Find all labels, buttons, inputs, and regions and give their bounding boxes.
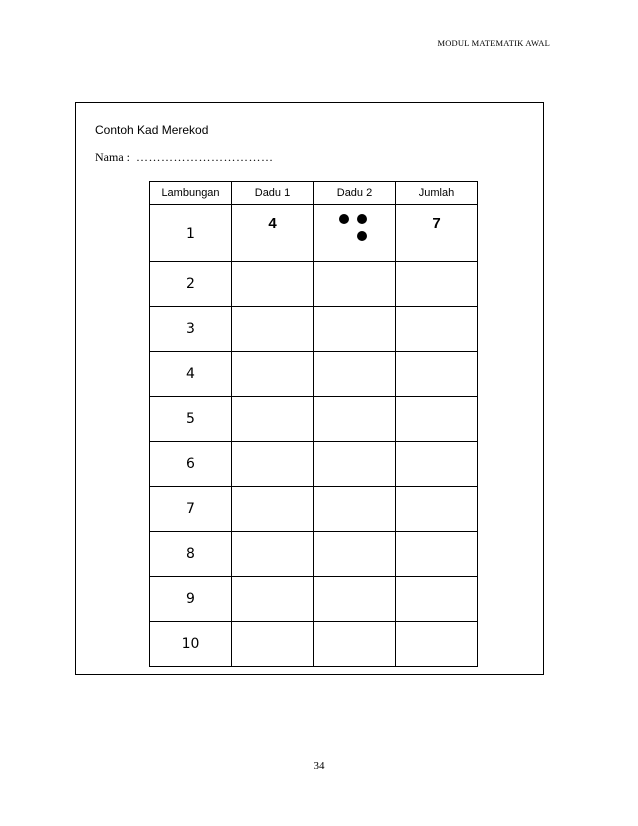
- throw-number: 1: [150, 205, 232, 262]
- page-header: MODUL MATEMATIK AWAL: [437, 38, 550, 48]
- dice-1-cell[interactable]: [232, 532, 314, 577]
- dice-1-cell[interactable]: [232, 622, 314, 667]
- header-dadu-2: Dadu 2: [314, 182, 396, 205]
- table-row: [150, 307, 478, 352]
- pip: [339, 214, 349, 224]
- dice-2-cell[interactable]: [314, 577, 396, 622]
- pip: [357, 231, 367, 241]
- throw-number: 8: [150, 532, 232, 577]
- throw-number: 3: [150, 307, 232, 352]
- dice-2-cell[interactable]: [314, 397, 396, 442]
- table-row: [150, 442, 478, 487]
- dice-2-cell[interactable]: [314, 532, 396, 577]
- dice-2-cell[interactable]: [314, 622, 396, 667]
- name-label: Nama :: [95, 150, 130, 164]
- throw-number: 7: [150, 487, 232, 532]
- total-cell[interactable]: [396, 397, 478, 442]
- dice-1-value: 4: [268, 215, 277, 232]
- total-cell[interactable]: [396, 622, 478, 667]
- dice-2-cell[interactable]: [314, 307, 396, 352]
- dice-2-cell[interactable]: [314, 352, 396, 397]
- page-number: 34: [313, 760, 325, 772]
- dice-1-cell[interactable]: [232, 397, 314, 442]
- throw-number: 9: [150, 577, 232, 622]
- total-cell: [396, 205, 478, 262]
- pip: [357, 214, 367, 224]
- recording-card: [75, 102, 544, 675]
- throw-number: 2: [150, 262, 232, 307]
- card-title: Contoh Kad Merekod: [95, 123, 209, 137]
- table-row: [150, 532, 478, 577]
- dice-pips-icon: [335, 211, 375, 247]
- total-value: 7: [432, 215, 441, 232]
- name-line: [95, 150, 274, 165]
- header-jumlah: Jumlah: [396, 182, 478, 205]
- table-row: [150, 487, 478, 532]
- throw-number: 6: [150, 442, 232, 487]
- record-table: [149, 181, 478, 667]
- dice-2-cell: [314, 205, 396, 262]
- throw-number: 5: [150, 397, 232, 442]
- dice-1-cell: [232, 205, 314, 262]
- table-row: [150, 262, 478, 307]
- table-header-row: [150, 182, 478, 205]
- total-cell[interactable]: [396, 532, 478, 577]
- total-cell[interactable]: [396, 487, 478, 532]
- throw-number: 4: [150, 352, 232, 397]
- header-dadu-1: Dadu 1: [232, 182, 314, 205]
- total-cell[interactable]: [396, 352, 478, 397]
- total-cell[interactable]: [396, 262, 478, 307]
- dice-2-cell[interactable]: [314, 262, 396, 307]
- total-cell[interactable]: [396, 442, 478, 487]
- dice-2-cell[interactable]: [314, 442, 396, 487]
- dice-1-cell[interactable]: [232, 352, 314, 397]
- table-row: [150, 622, 478, 667]
- header-lambungan: Lambungan: [150, 182, 232, 205]
- throw-number: 10: [150, 622, 232, 667]
- table-row: [150, 352, 478, 397]
- table-row: [150, 577, 478, 622]
- name-dots: ……………………………: [136, 150, 274, 164]
- dice-1-cell[interactable]: [232, 307, 314, 352]
- table-row: [150, 205, 478, 262]
- table-row: [150, 397, 478, 442]
- dice-1-cell[interactable]: [232, 442, 314, 487]
- total-cell[interactable]: [396, 307, 478, 352]
- dice-2-cell[interactable]: [314, 487, 396, 532]
- dice-1-cell[interactable]: [232, 487, 314, 532]
- dice-1-cell[interactable]: [232, 262, 314, 307]
- total-cell[interactable]: [396, 577, 478, 622]
- dice-1-cell[interactable]: [232, 577, 314, 622]
